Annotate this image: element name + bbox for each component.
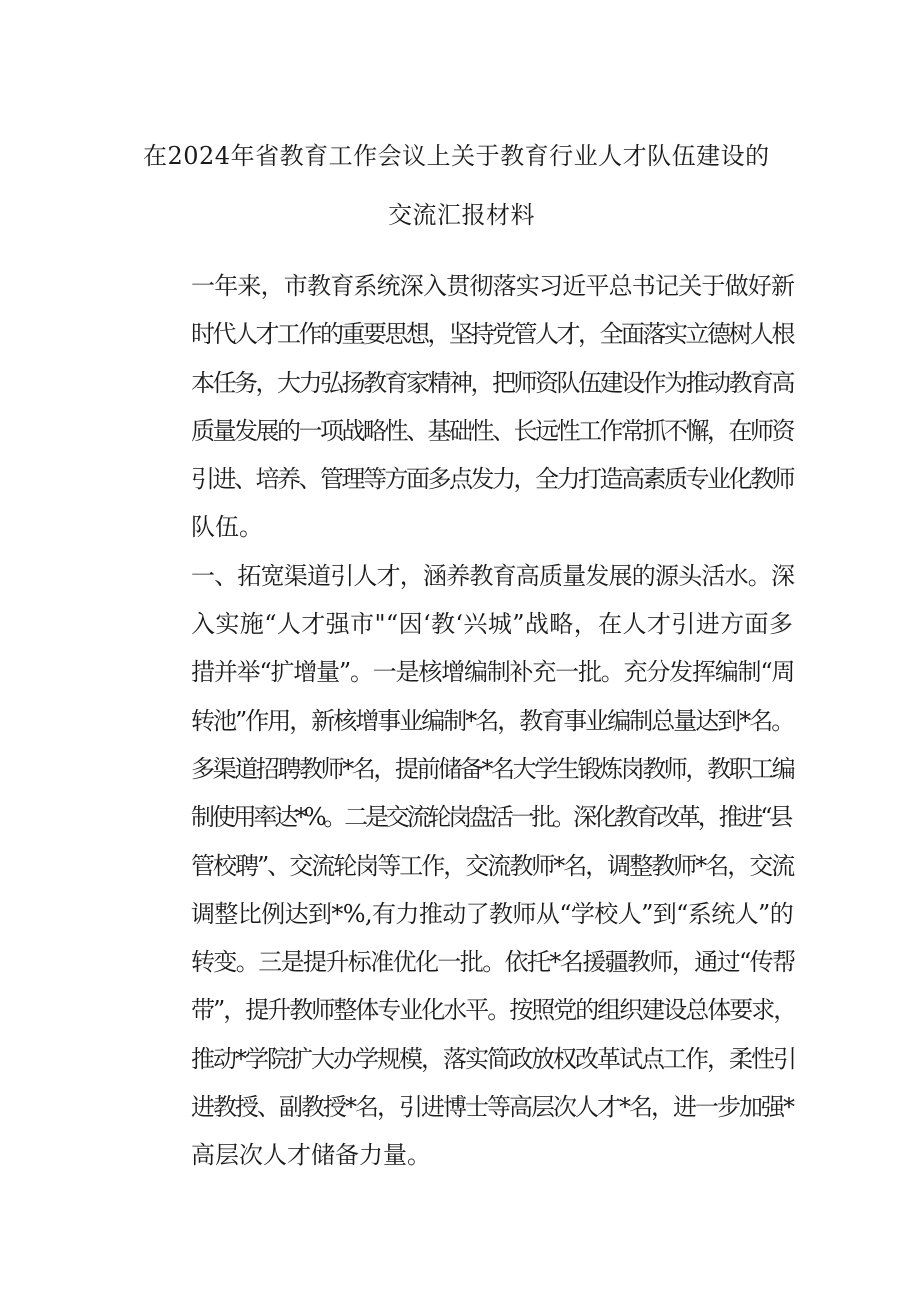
paragraph-line: 质量发展的一项战略性、基础性、长远性工作常抓不懈，在师资 bbox=[191, 416, 793, 445]
document-body bbox=[143, 262, 796, 1180]
paragraph-line: 时代人才工作的重要思想，坚持党管人才，全面落实立德树人根 bbox=[191, 320, 793, 349]
paragraph-line: 带”，提升教师整体专业化水平。按照党的组织建设总体要求， bbox=[191, 996, 796, 1025]
paragraph-line: 一、拓宽渠道引人才，涵养教育高质量发展的源头活水。深 bbox=[191, 561, 795, 590]
paragraph-line: 入实施“人才强市"“因‘教‘兴城”战略，在人才引进方面多 bbox=[191, 610, 794, 639]
paragraph-line: 队伍。 bbox=[191, 513, 263, 542]
paragraph-line: 本任务，大力弘扬教育家精神，把师资队伍建设作为推动教育高 bbox=[191, 368, 793, 397]
paragraph-line: 引进、培养、管理等方面多点发力，全力打造高素质专业化教师 bbox=[191, 465, 793, 494]
paragraph-intro bbox=[143, 262, 793, 552]
paragraph-line: 进教授、副教授*名，引进博士等高层次人才*名，进一步加强* bbox=[191, 1093, 793, 1122]
paragraph-line: 管校聘”、交流轮岗等工作，交流教师*名，调整教师*名，交流 bbox=[191, 851, 794, 880]
paragraph-line: 措并举“扩增量”。一是核增编制补充一批。充分发挥编制“周 bbox=[191, 658, 795, 687]
paragraph-line: 多渠道招聘教师*名，提前储备*名大学生锻炼岗教师，教职工编 bbox=[191, 754, 794, 783]
paragraph-line: 推动*学院扩大办学规模，落实简政放权改革试点工作，柔性引 bbox=[191, 1044, 795, 1073]
paragraph-line: 一年来，市教育系统深入贯彻落实习近平总书记关于做好新 bbox=[191, 272, 795, 300]
paragraph-line: 转变。三是提升标准优化一批。依托*名援疆教师，通过“传帮 bbox=[191, 948, 795, 977]
paragraph-line: 调整比例达到*%,有力推动了教师从“学校人”到“系统人”的 bbox=[191, 899, 794, 928]
paragraph-line: 制使用率达*%。二是交流轮岗盘活一批。深化教育改革，推进“县 bbox=[191, 803, 791, 832]
document-title-line-1: 在2024年省教育工作会议上关于教育行业人才队伍建设的 bbox=[143, 142, 770, 170]
document-title-line-2: 交流汇报材料 bbox=[388, 201, 535, 229]
paragraph-section-one bbox=[143, 552, 796, 1180]
paragraph-line: 高层次人才储备力量。 bbox=[191, 1141, 431, 1170]
paragraph-line: 转池”作用，新核增事业编制*名，教育事业编制总量达到*名。 bbox=[191, 706, 794, 735]
